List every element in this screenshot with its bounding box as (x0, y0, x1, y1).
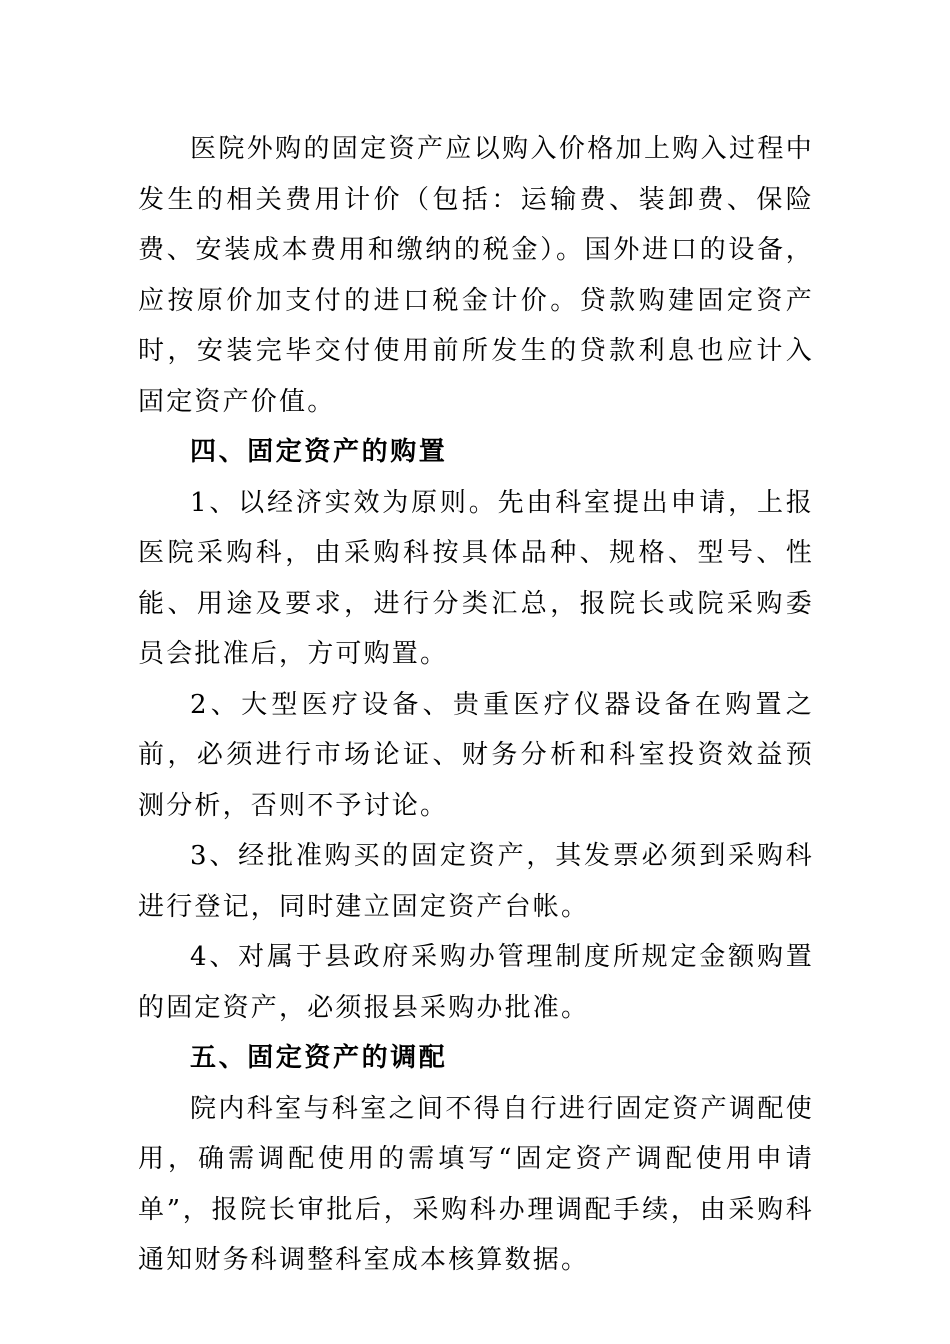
paragraph-asset-valuation: 医院外购的固定资产应以购入价格加上购入过程中发生的相关费用计价（包括：运输费、装卸费、保险费、安装成本费用和缴纳的税金）。国外进口的设备，应按原价加支付的进口税金计价。贷款购建固定资产时，安装完毕交付使用前所发生的贷款利息也应计入固定资产价值。 (138, 134, 814, 417)
paragraph-purchase-item-1: 1、以经济实效为原则。先由科室提出申请，上报医院采购科，由采购科按具体品种、规格、型号、性能、用途及要求，进行分类汇总，报院长或院采购委员会批准后，方可购置。 (138, 487, 814, 669)
paragraph-purchase-item-3: 3、经批准购买的固定资产，其发票必须到采购科进行登记，同时建立固定资产台帐。 (138, 841, 814, 922)
section-heading-allocation: 五、固定资产的调配 (190, 1043, 448, 1073)
paragraph-purchase-item-4: 4、对属于县政府采购办管理制度所规定金额购置的固定资产，必须报县采购办批准。 (138, 942, 814, 1023)
section-heading-purchase: 四、固定资产的购置 (190, 437, 448, 467)
paragraph-allocation: 院内科室与科室之间不得自行进行固定资产调配使用，确需调配使用的需填写“固定资产调配使用申请单”，报院长审批后，采购科办理调配手续，由采购科通知财务科调整科室成本核算数据。 (138, 1093, 814, 1275)
paragraph-purchase-item-2: 2、大型医疗设备、贵重医疗仪器设备在购置之前，必须进行市场论证、财务分析和科室投资效益预测分析，否则不予讨论。 (138, 689, 814, 821)
document-body (138, 124, 814, 1286)
